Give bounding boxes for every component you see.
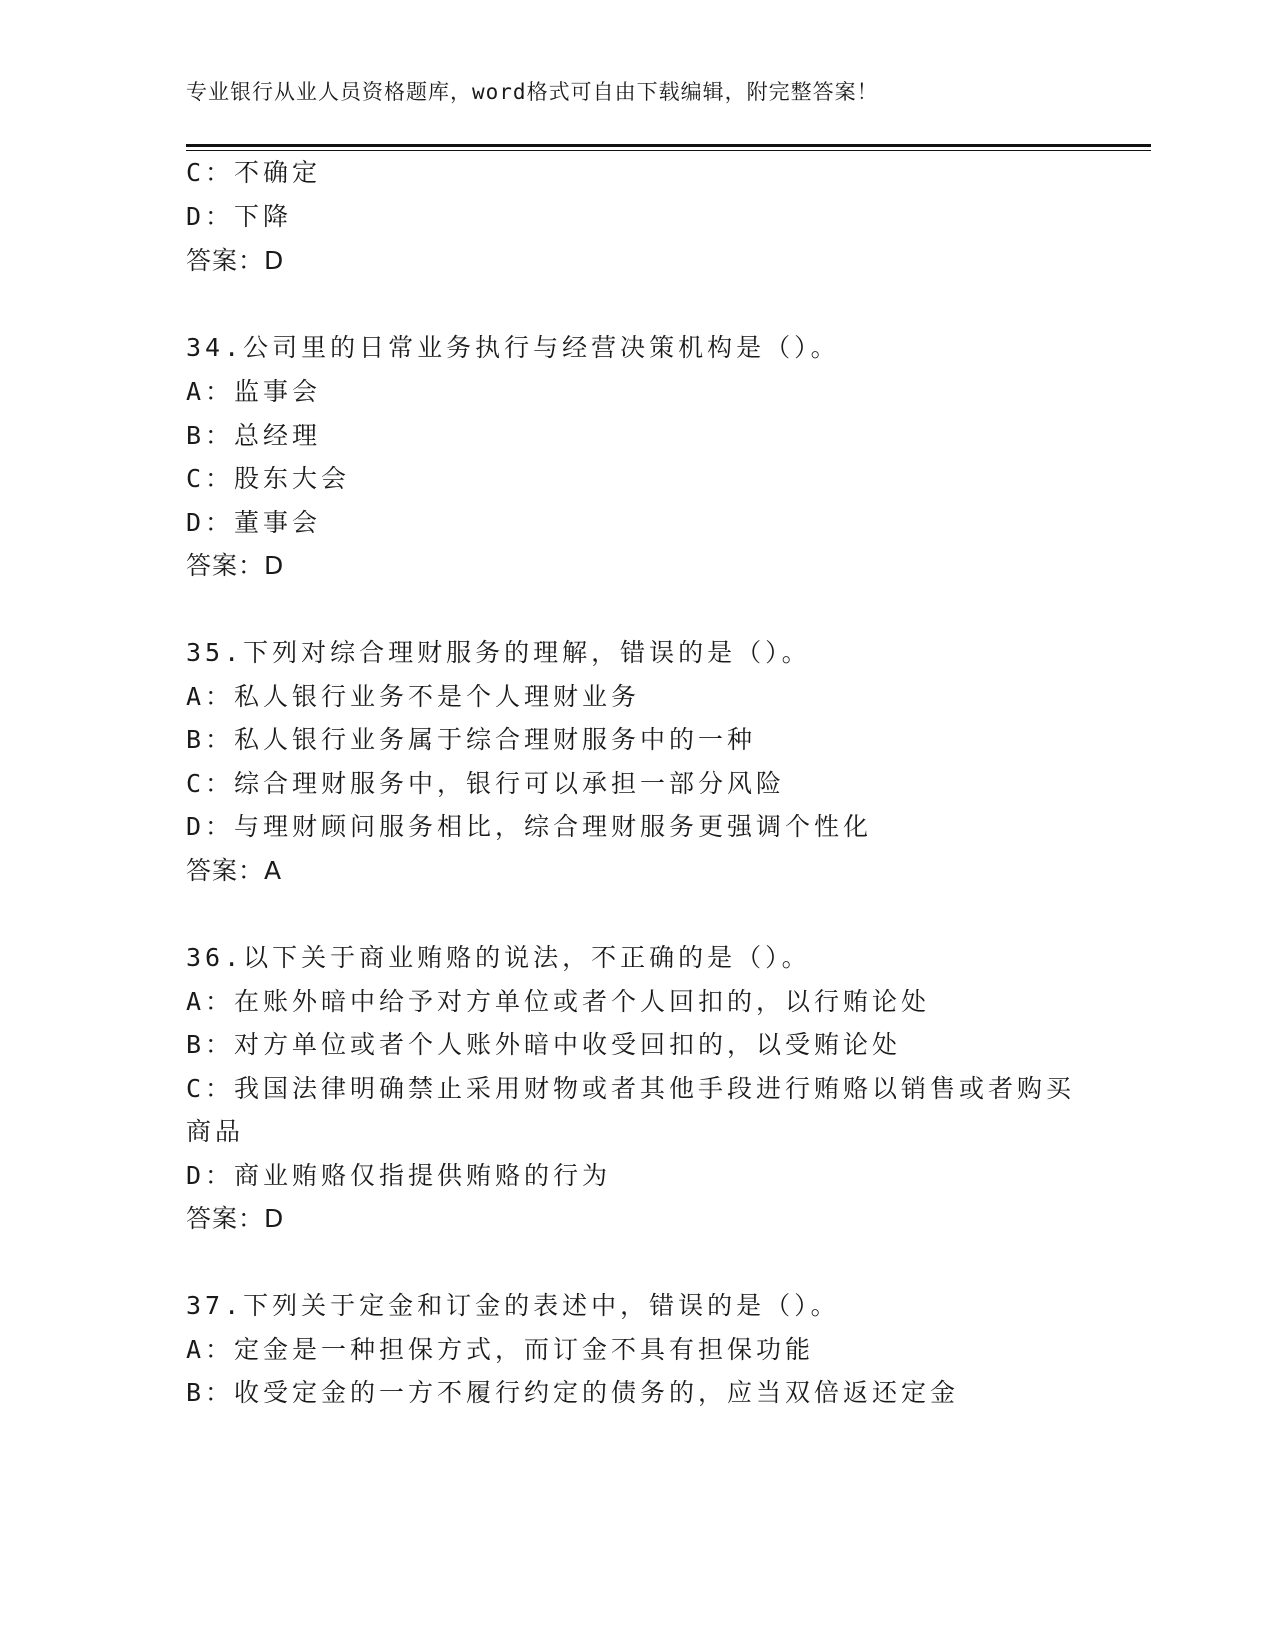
question-34-option-b: B：总经理 — [186, 421, 322, 450]
question-36-option-c: C：我国法律明确禁止采用财物或者其他手段进行贿赂以销售或者购买 — [186, 1074, 1076, 1103]
question-36: 36.以下关于商业贿赂的说法，不正确的是（）。 — [186, 943, 811, 972]
question-35: 35.下列对综合理财服务的理解，错误的是（）。 — [186, 638, 811, 667]
question-35-option-b: B：私人银行业务属于综合理财服务中的一种 — [186, 725, 757, 754]
question-36-option-d: D：商业贿赂仅指提供贿赂的行为 — [186, 1161, 612, 1190]
question-35-option-d: D：与理财顾问服务相比，综合理财服务更强调个性化 — [186, 812, 873, 841]
question-34: 34.公司里的日常业务执行与经营决策机构是（）。 — [186, 333, 840, 362]
option-c: C：不确定 — [186, 158, 322, 187]
answer-line: 答案：D — [186, 246, 285, 275]
option-d: D：下降 — [186, 202, 293, 231]
question-34-answer: 答案：D — [186, 551, 285, 580]
question-36-option-b: B：对方单位或者个人账外暗中收受回扣的，以受贿论处 — [186, 1030, 902, 1059]
question-37-option-b: B：收受定金的一方不履行约定的债务的，应当双倍返还定金 — [186, 1378, 960, 1407]
header-divider-thin — [186, 150, 1151, 151]
question-37: 37.下列关于定金和订金的表述中，错误的是（）。 — [186, 1291, 840, 1320]
page-header: 专业银行从业人员资格题库，word格式可自由下载编辑，附完整答案！ — [186, 80, 879, 104]
question-34-option-d: D：董事会 — [186, 508, 322, 537]
question-37-option-a: A：定金是一种担保方式，而订金不具有担保功能 — [186, 1335, 815, 1364]
question-34-option-c: C：股东大会 — [186, 464, 351, 493]
question-35-option-c: C：综合理财服务中，银行可以承担一部分风险 — [186, 769, 786, 798]
header-divider-thick — [186, 144, 1151, 147]
question-36-option-c-continued: 商品 — [186, 1117, 245, 1146]
question-35-answer: 答案：A — [186, 856, 283, 885]
question-36-answer: 答案：D — [186, 1204, 285, 1233]
question-35-option-a: A：私人银行业务不是个人理财业务 — [186, 682, 641, 711]
question-36-option-a: A：在账外暗中给予对方单位或者个人回扣的，以行贿论处 — [186, 987, 931, 1016]
question-34-option-a: A：监事会 — [186, 377, 322, 406]
